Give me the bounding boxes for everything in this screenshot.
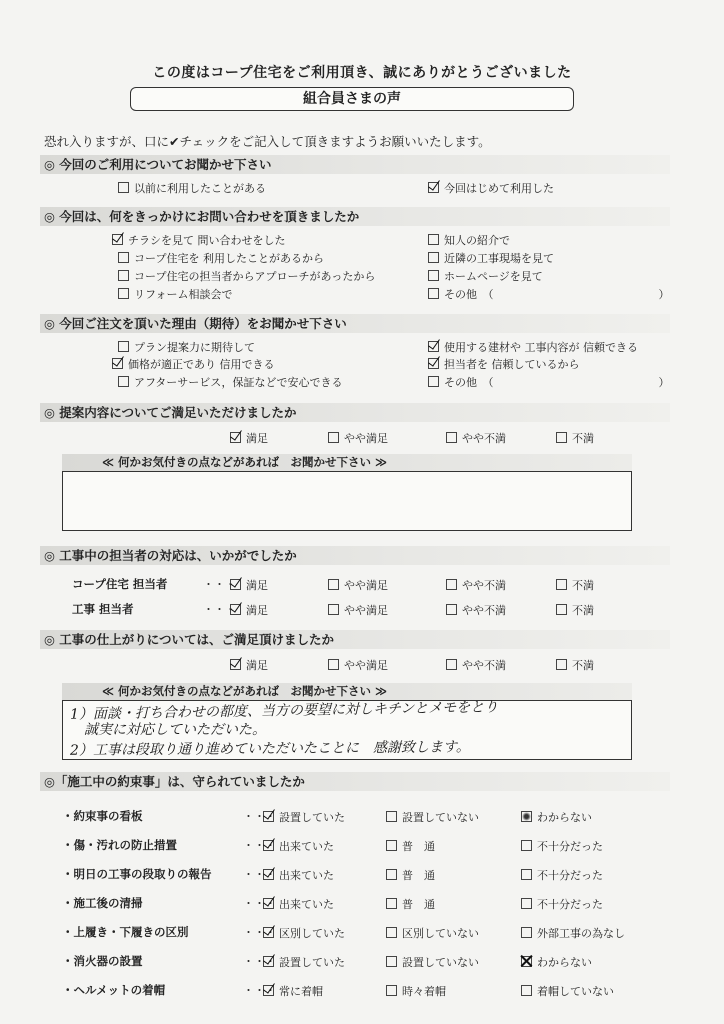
intro-text: 恐れ入りますが、口に✔チェックをご記入して頂きますようお願いいたします。: [44, 134, 491, 149]
s5-r2-option-4[interactable]: 不満: [556, 602, 594, 618]
checkbox-checked[interactable]: [112, 358, 123, 369]
s7-r5-a[interactable]: 区別していた: [263, 925, 345, 941]
s3-option-2[interactable]: 価格が適正であり 信用できる: [112, 356, 275, 372]
s7-r3-a[interactable]: 出来ていた: [263, 867, 334, 883]
checkbox-checked[interactable]: [263, 840, 274, 851]
s2-option-3[interactable]: コープ住宅の担当者からアプローチがあったから: [118, 268, 375, 284]
checkbox[interactable]: [386, 956, 397, 967]
s2-option-6[interactable]: 近隣の工事現場を見て: [428, 250, 554, 266]
dots: ・・・: [243, 984, 276, 997]
s5-r1-option-4[interactable]: 不満: [556, 577, 594, 593]
checkbox[interactable]: [556, 579, 567, 590]
s7-row-label: ・上履き・下履きの区別: [62, 925, 189, 939]
checkbox-checked[interactable]: [428, 341, 439, 352]
s4-comment-box[interactable]: [62, 471, 632, 531]
checkbox[interactable]: [386, 811, 397, 822]
s7-r3-c[interactable]: 不十分だった: [521, 867, 603, 883]
checkbox[interactable]: [556, 432, 567, 443]
form-title-box: 組合員さまの声: [130, 87, 574, 111]
section-1-header: ◎ 今回のご利用についてお聞かせ下さい: [40, 155, 670, 174]
s6-option-2[interactable]: やや満足: [328, 657, 388, 673]
s4-option-3[interactable]: やや不満: [446, 430, 506, 446]
checkbox[interactable]: [328, 604, 339, 615]
s7-r4-b[interactable]: 普 通: [386, 896, 435, 912]
s5-r2-option-3[interactable]: やや不満: [446, 602, 506, 618]
s4-option-1[interactable]: 満足: [230, 430, 268, 446]
s7-r7-c[interactable]: 着帽していない: [521, 983, 614, 999]
s3-option-4[interactable]: 使用する建材や 工事内容が 信頼できる: [428, 339, 638, 355]
s6-comment-header: ≪ 何かお気付きの点などがあれば お聞かせ下さい ≫: [62, 683, 632, 700]
checkbox-checked[interactable]: [428, 358, 439, 369]
checkbox[interactable]: [428, 288, 439, 299]
checkbox[interactable]: [328, 659, 339, 670]
handwritten-comment-line-3: 2）工事は段取り通り進めていただいたことに 感謝致します。: [69, 739, 470, 759]
s2-option-5[interactable]: 知人の紹介で: [428, 232, 510, 248]
s5-r2-option-1[interactable]: 満足: [230, 602, 268, 618]
checkbox-checked[interactable]: [230, 579, 241, 590]
checkbox[interactable]: [556, 659, 567, 670]
dots: ・・・: [203, 603, 236, 616]
s7-r6-b[interactable]: 設置していない: [386, 954, 479, 970]
checkbox[interactable]: [521, 840, 532, 851]
checkbox[interactable]: [446, 579, 457, 590]
checkbox[interactable]: [521, 985, 532, 996]
s5-r1-option-3[interactable]: やや不満: [446, 577, 506, 593]
s4-option-2[interactable]: やや満足: [328, 430, 388, 446]
s2-option-1[interactable]: チラシを見て 問い合わせをした: [112, 232, 286, 248]
checkbox[interactable]: [446, 604, 457, 615]
section-6-header: ◎ 工事の仕上がりについては、ご満足頂けましたか: [40, 630, 670, 649]
checkbox-checked[interactable]: [263, 927, 274, 938]
checkbox-crossed[interactable]: [521, 956, 532, 967]
s4-comment-header: ≪ 何かお気付きの点などがあれば お聞かせ下さい ≫: [62, 454, 632, 471]
s7-r2-a[interactable]: 出来ていた: [263, 838, 334, 854]
s1-option-2[interactable]: 今回はじめて利用した: [428, 180, 554, 196]
dots: ・・・: [243, 868, 276, 881]
s3-option-3[interactable]: アフターサービス，保証などで安心できる: [118, 374, 343, 390]
s4-option-4[interactable]: 不満: [556, 430, 594, 446]
s3-option-6[interactable]: その他 （ ）: [428, 374, 670, 390]
s7-row-label: ・消火器の設置: [62, 954, 143, 968]
section-2-header: ◎ 今回は、何をきっかけにお問い合わせを頂きましたか: [40, 207, 670, 226]
checkbox[interactable]: [386, 840, 397, 851]
s7-r2-b[interactable]: 普 通: [386, 838, 435, 854]
s7-r3-b[interactable]: 普 通: [386, 867, 435, 883]
s2-option-2[interactable]: コープ住宅を 利用したことがあるから: [118, 250, 324, 266]
checkbox[interactable]: [556, 604, 567, 615]
checkbox[interactable]: [118, 341, 129, 352]
s2-option-8[interactable]: その他 （ ）: [428, 286, 670, 302]
s5-r1-option-2[interactable]: やや満足: [328, 577, 388, 593]
s6-option-1[interactable]: 満足: [230, 657, 268, 673]
checkbox[interactable]: [521, 869, 532, 880]
checkbox[interactable]: [118, 288, 129, 299]
checkbox[interactable]: [386, 898, 397, 909]
s7-row-label: ・傷・汚れの防止措置: [62, 838, 177, 852]
checkbox[interactable]: [328, 579, 339, 590]
checkbox[interactable]: [428, 252, 439, 263]
section-5-header: ◎ 工事中の担当者の対応は、いかがでしたか: [40, 546, 670, 565]
checkbox-checked[interactable]: [230, 659, 241, 670]
s2-option-7[interactable]: ホームページを見て: [428, 268, 543, 284]
checkbox-checked[interactable]: [112, 234, 123, 245]
checkbox[interactable]: [118, 182, 129, 193]
checkbox[interactable]: [446, 432, 457, 443]
s7-row-label: ・施工後の清掃: [62, 896, 143, 910]
page-title: この度はコープ住宅をご利用頂き、誠にありがとうございました: [152, 65, 572, 81]
checkbox-checked[interactable]: [263, 985, 274, 996]
checkbox[interactable]: [428, 270, 439, 281]
checkbox[interactable]: [428, 234, 439, 245]
dots: ・・・: [243, 955, 276, 968]
dots: ・・・: [203, 578, 236, 591]
checkbox-checked[interactable]: [230, 432, 241, 443]
s7-r1-a[interactable]: 設置していた: [263, 809, 345, 825]
checkbox-checked[interactable]: [230, 604, 241, 615]
checkbox[interactable]: [118, 376, 129, 387]
s7-r1-b[interactable]: 設置していない: [386, 809, 479, 825]
checkbox-checked[interactable]: [263, 898, 274, 909]
s6-option-4[interactable]: 不満: [556, 657, 594, 673]
s3-option-1[interactable]: プラン提案力に期待して: [118, 339, 255, 355]
section-7-header: ◎「施工中の約束事」は、守られていましたか: [40, 772, 670, 791]
s7-r4-c[interactable]: 不十分だった: [521, 896, 603, 912]
s7-row-label: ・ヘルメットの着帽: [62, 983, 166, 997]
checkbox[interactable]: [118, 252, 129, 263]
s7-r7-a[interactable]: 常に着帽: [263, 983, 323, 999]
checkbox-scribbled[interactable]: [521, 811, 532, 822]
checkbox[interactable]: [386, 927, 397, 938]
s5-row-label-1: コープ住宅 担当者: [72, 577, 168, 591]
s7-r7-b[interactable]: 時々着帽: [386, 983, 446, 999]
s7-r5-b[interactable]: 区別していない: [386, 925, 479, 941]
checkbox[interactable]: [428, 376, 439, 387]
s6-option-3[interactable]: やや不満: [446, 657, 506, 673]
s7-r2-c[interactable]: 不十分だった: [521, 838, 603, 854]
s3-option-5[interactable]: 担当者を 信頼しているから: [428, 356, 580, 372]
s5-r2-option-2[interactable]: やや満足: [328, 602, 388, 618]
s7-row-label: ・約束事の看板: [62, 809, 143, 823]
s2-option-4[interactable]: リフォーム相談会で: [118, 286, 232, 302]
section-4-header: ◎ 提案内容についてご満足いただけましたか: [40, 403, 670, 422]
checkbox-checked[interactable]: [263, 811, 274, 822]
dots: ・・・: [243, 897, 276, 910]
checkbox[interactable]: [328, 432, 339, 443]
checkbox-checked[interactable]: [428, 182, 439, 193]
s7-r5-c[interactable]: 外部工事の為なし: [521, 925, 625, 941]
s7-r4-a[interactable]: 出来ていた: [263, 896, 334, 912]
checkbox[interactable]: [118, 270, 129, 281]
dots: ・・・: [243, 839, 276, 852]
dots: ・・・: [243, 810, 276, 823]
checkbox[interactable]: [521, 927, 532, 938]
s7-r1-c[interactable]: わからない: [521, 809, 592, 825]
handwritten-comment-line-2: 誠実に対応していただいた。: [84, 722, 266, 738]
dots: ・・・: [243, 926, 276, 939]
s7-r6-a[interactable]: 設置していた: [263, 954, 345, 970]
checkbox-checked[interactable]: [263, 869, 274, 880]
handwritten-comment-line-1: 1）面談・打ち合わせの都度、当方の要望に対しキチンとメモをとり: [69, 699, 499, 723]
s7-row-label: ・明日の工事の段取りの報告: [62, 867, 212, 881]
s1-option-1[interactable]: 以前に利用したことがある: [118, 180, 266, 196]
checkbox[interactable]: [386, 985, 397, 996]
checkbox[interactable]: [521, 898, 532, 909]
s7-r6-c[interactable]: わからない: [521, 954, 592, 970]
s5-r1-option-1[interactable]: 満足: [230, 577, 268, 593]
section-3-header: ◎ 今回ご注文を頂いた理由（期待）をお聞かせ下さい: [40, 314, 670, 333]
checkbox[interactable]: [386, 869, 397, 880]
s5-row-label-2: 工事 担当者: [72, 602, 134, 616]
checkbox[interactable]: [446, 659, 457, 670]
checkbox-checked[interactable]: [263, 956, 274, 967]
